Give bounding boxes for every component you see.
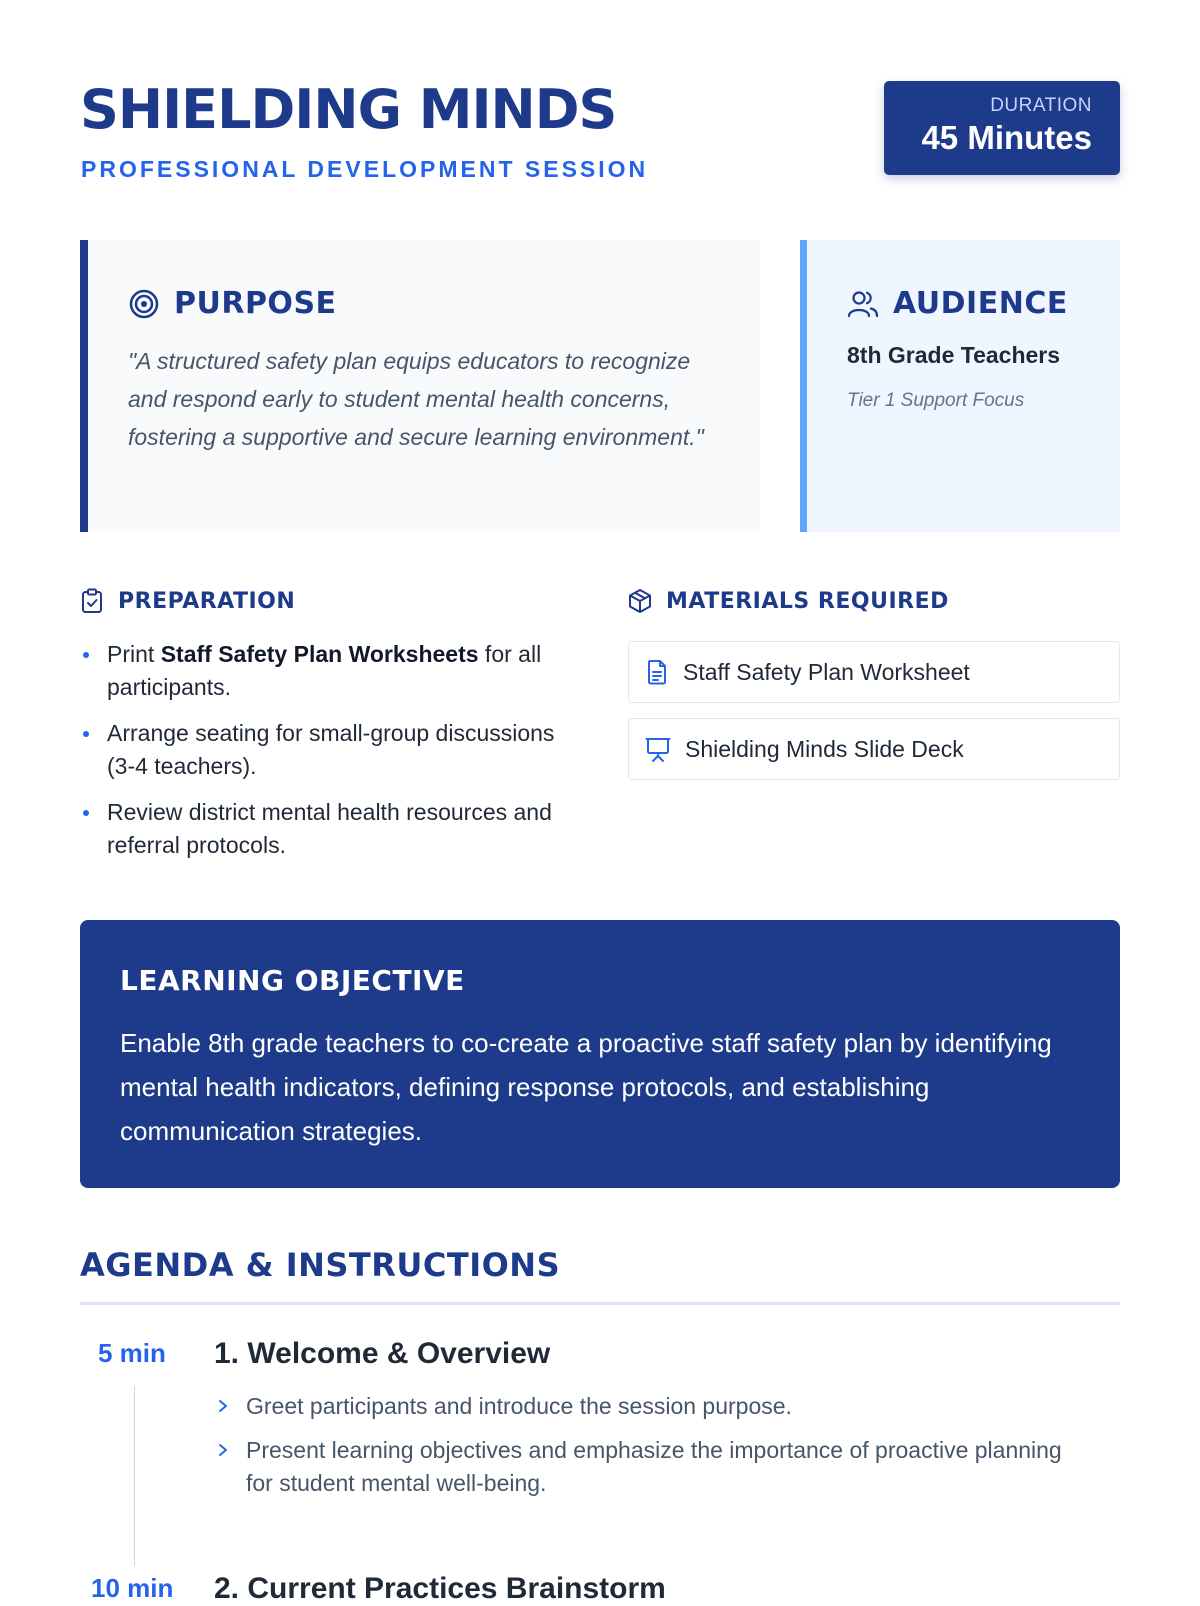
step-title: 2. Current Practices Brainstorm	[214, 1572, 666, 1605]
preparation-header	[80, 588, 295, 614]
step-instructions	[214, 1390, 1074, 1511]
list-item	[214, 1390, 1074, 1423]
prep-item-suffix: for all participants.	[107, 641, 542, 700]
preparation-list	[80, 638, 570, 875]
document-icon	[645, 659, 669, 685]
page-subtitle: PROFESSIONAL DEVELOPMENT SESSION	[81, 156, 649, 182]
audience-main: 8th Grade Teachers	[847, 342, 1061, 368]
objective-heading: LEARNING OBJECTIVE	[120, 964, 465, 997]
material-label: Shielding Minds Slide Deck	[685, 735, 964, 762]
prep-item-prefix: Print	[107, 641, 161, 667]
audience-card	[800, 240, 1120, 532]
step-time: 5 min	[98, 1338, 166, 1368]
chevron-right-icon	[216, 1436, 230, 1464]
duration-badge	[884, 81, 1120, 175]
list-item	[214, 1434, 1074, 1500]
step-item-text: Present learning objectives and emphasize the importance of proactive planning for student mental well-being.	[246, 1437, 1062, 1496]
list-item	[80, 717, 570, 783]
step-title: 1. Welcome & Overview	[214, 1337, 551, 1370]
target-icon	[128, 288, 160, 320]
audience-header	[847, 286, 1068, 321]
material-item-slide-deck	[628, 718, 1120, 780]
purpose-heading: PURPOSE	[174, 286, 337, 321]
duration-value: 45 Minutes	[921, 119, 1092, 156]
agenda-divider	[80, 1302, 1120, 1305]
materials-header	[628, 588, 949, 614]
prep-item-text: Arrange seating for small-group discussions (3-4 teachers).	[107, 720, 555, 779]
list-item	[80, 638, 570, 704]
prep-item-bold: Staff Safety Plan Worksheets	[160, 641, 479, 667]
material-label: Staff Safety Plan Worksheet	[683, 658, 970, 685]
material-item-worksheet	[628, 641, 1120, 703]
timeline-line	[134, 1386, 135, 1566]
package-icon	[628, 588, 652, 614]
purpose-header	[128, 286, 337, 321]
purpose-card	[80, 240, 760, 532]
materials-heading: MATERIALS REQUIRED	[666, 588, 949, 614]
chevron-right-icon	[216, 1392, 230, 1420]
agenda-heading: AGENDA & INSTRUCTIONS	[80, 1246, 561, 1284]
step-item-text: Greet participants and introduce the session purpose.	[246, 1393, 792, 1419]
audience-sub: Tier 1 Support Focus	[847, 390, 1025, 411]
purpose-quote: "A structured safety plan equips educators to recognize and respond early to student mental health concerns, fostering a supportive and secure learning environment."	[128, 348, 704, 450]
page-title: SHIELDING MINDS	[80, 78, 617, 141]
audience-heading: AUDIENCE	[893, 286, 1068, 321]
list-item	[80, 796, 570, 862]
prep-item-text: Review district mental health resources and referral protocols.	[107, 799, 552, 858]
objective-text: Enable 8th grade teachers to co-create a proactive staff safety plan by identifying mental health indicators, defining response protocols, and establishing communication strategies.	[120, 1028, 1052, 1146]
step-time: 10 min	[91, 1573, 174, 1603]
users-icon	[847, 288, 879, 320]
presentation-icon	[645, 736, 671, 762]
preparation-heading: PREPARATION	[118, 588, 296, 614]
clipboard-check-icon	[80, 588, 104, 614]
duration-label: DURATION	[990, 95, 1092, 116]
learning-objective-card	[80, 920, 1120, 1188]
